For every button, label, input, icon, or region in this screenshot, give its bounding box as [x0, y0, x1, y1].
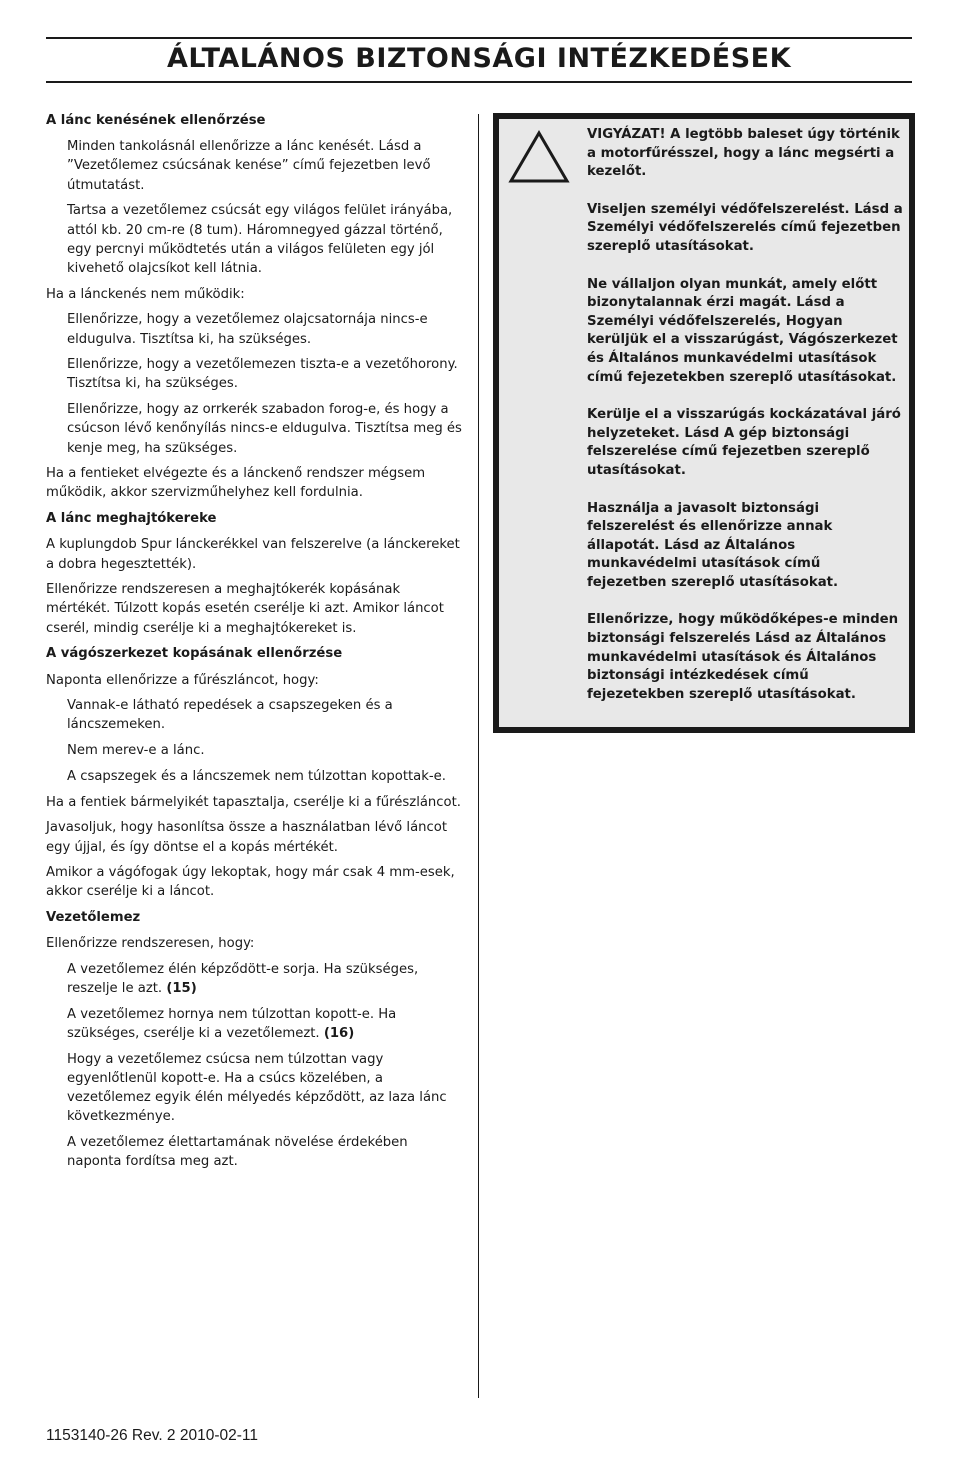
list-item: [46, 1005, 464, 1043]
header-bottom-rule: [46, 81, 912, 83]
left-column: [46, 111, 464, 1178]
list-item: Nem merev-e a lánc.: [67, 743, 205, 759]
warning-paragraph: VIGYÁZAT! A legtöbb baleset úgy történik a motorfűrésszel, hogy a lánc megsérti a kezelőt.: [587, 127, 900, 180]
list-item: Hogy a vezetőlemez csúcsa nem túlzottan vagy egyenlőtlenül kopott-e. Ha a csúcs közelében, a vezetőlemez egyik élén mélyedés képződött, az laza lánc következménye.: [67, 1051, 447, 1125]
paragraph: Naponta ellenőrizze a fűrészláncot, hogy:: [46, 672, 319, 688]
section-heading-chain-lubrication: A lánc kenésének ellenőrzése: [46, 113, 266, 128]
section-heading-chain-drive-sprocket: A lánc meghajtókereke: [46, 511, 217, 527]
section-heading-cutting-equipment-wear: A vágószerkezet kopásának ellenőrzése: [46, 646, 343, 662]
paragraph: Ellenőrizze rendszeresen a meghajtókerék kopásának mértékét. Túlzott kopás esetén cserélje ki azt. Amikor láncot cserél, mindig cserélje ki a meghajtókereket is.: [46, 582, 444, 636]
list-item: Ellenőrizze, hogy az orrkerék szabadon forog-e, és hogy a csúcson lévő kenőnyílás nincs-e eldugulva. Tisztítsa meg és kenje meg, ha szükséges.: [67, 402, 462, 456]
footer-doc-id: 1153140-26 Rev. 2 2010-02-11: [46, 1427, 258, 1444]
paragraph: Ha a fentieket elvégezte és a lánckenő rendszer mégsem működik, akkor szervizműhelyhez kell fordulnia.: [46, 466, 426, 501]
warning-triangle-icon: [507, 129, 571, 185]
figure-reference: (16): [323, 1026, 355, 1042]
header-top-rule: [46, 37, 912, 39]
list-item: Vannak-e látható repedések a csapszegeken és a láncszemeken.: [67, 698, 393, 733]
paragraph: Javasoljuk, hogy hasonlítsa össze a használatban lévő láncot egy újjal, és így döntse el a kopás mértékét.: [46, 820, 448, 855]
warning-text: [587, 126, 903, 723]
list-item-text: A vezetőlemez hornya nem túlzottan kopott-e. Ha szükséges, cserélje ki a vezetőlemezt.: [67, 1006, 397, 1042]
list-item: Ellenőrizze, hogy a vezetőlemezen tiszta-e a vezetőhorony. Tisztítsa ki, ha szükséges.: [67, 357, 458, 392]
column-divider: [478, 114, 479, 1398]
paragraph: Minden tankolásnál ellenőrizze a lánc kenését. Lásd a ”Vezetőlemez csúcsának kenése” című fejezetben levő útmutatást.: [67, 139, 431, 193]
paragraph: Ha a lánckenés nem működik:: [46, 286, 245, 302]
list-item: A vezetőlemez élettartamának növelése érdekében naponta fordítsa meg azt.: [67, 1135, 408, 1170]
warning-paragraph: Használja a javasolt biztonsági felszerelést és ellenőrizze annak állapotát. Lásd az Általános munkavédelmi utasítások című fejezetben szereplő utasításokat.: [587, 500, 839, 590]
list-item: A csapszegek és a láncszemek nem túlzottan kopottak-e.: [67, 768, 446, 784]
warning-box: [493, 113, 915, 733]
list-item-text: A vezetőlemez élén képződött-e sorja. Ha szükséges, reszelje le azt.: [67, 962, 419, 997]
warning-paragraph: Kerülje el a visszarúgás kockázatával járó helyzeteket. Lásd A gép biztonsági felszerelése című fejezetben szereplő utasításokat.: [587, 407, 901, 478]
section-heading-guide-bar: Vezetőlemez: [46, 910, 141, 926]
figure-reference: (15): [166, 981, 197, 997]
warning-paragraph: Viseljen személyi védőfelszerelést. Lásd a Személyi védőfelszerelés című fejezetben szereplő utasításokat.: [587, 201, 903, 254]
paragraph: Tartsa a vezetőlemez csúcsát egy világos felület irányába, attól kb. 20 cm-re (8 tum). Háromnegyed gázzal történő, egy percnyi működtetés után a világos felületen egy jól kivehető olajcsíkot kell látnia.: [67, 203, 453, 276]
list-item: Ellenőrizze, hogy a vezetőlemez olajcsatornája nincs-e eldugulva. Tisztítsa ki, ha szükséges.: [67, 312, 428, 347]
warning-paragraph: Ne vállaljon olyan munkát, amely előtt bizonytalannak érzi magát. Lásd a Személyi védőfelszerelés, Hogyan kerüljük el a visszarúgást, Vágószerkezet és Általános munkavédelmi utasítások című fejezetekben szereplő utasításokat.: [587, 276, 898, 385]
list-item: [46, 960, 464, 998]
warning-paragraph: Ellenőrizze, hogy működőképes-e minden biztonsági felszerelés Lásd az Általános munkavédelmi utasítások és Általános biztonsági intézkedések című fejezetekben szereplő utasításokat.: [587, 612, 899, 702]
paragraph: A kuplungdob Spur lánckerékkel van felszerelve (a lánckereket a dobra hegesztették).: [46, 537, 460, 572]
page-title: ÁLTALÁNOS BIZTONSÁGI INTÉZKEDÉSEK: [166, 43, 792, 74]
paragraph: Ha a fentiek bármelyikét tapasztalja, cserélje ki a fűrészláncot.: [46, 794, 461, 810]
paragraph: Ellenőrizze rendszeresen, hogy:: [46, 936, 255, 952]
paragraph: Amikor a vágófogak úgy lekoptak, hogy már csak 4 mm-esek, akkor cserélje ki a láncot.: [46, 865, 455, 900]
